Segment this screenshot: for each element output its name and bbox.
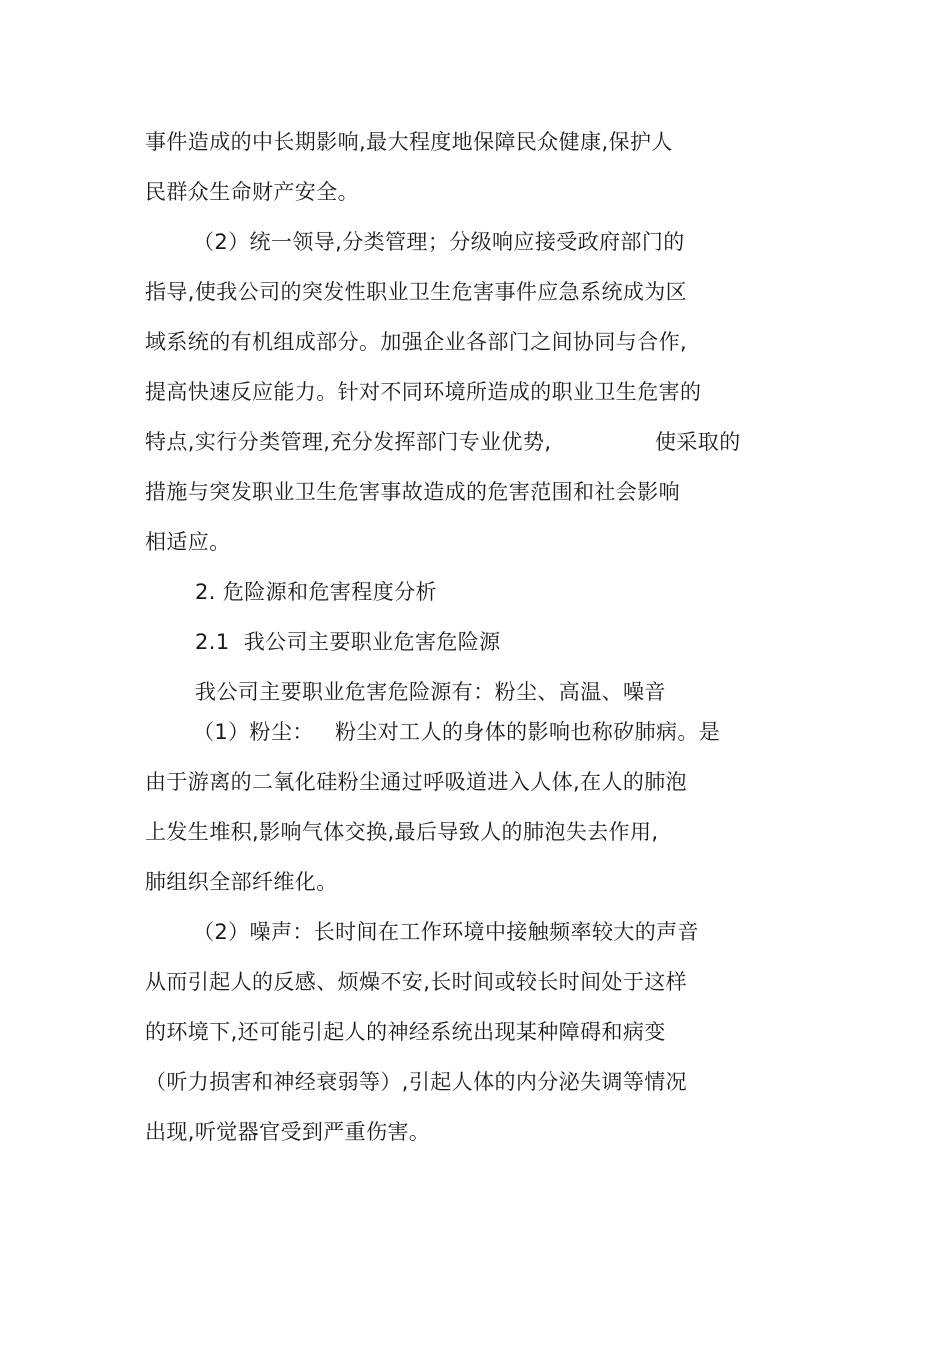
text-line: 相适应。 — [145, 530, 231, 554]
text-line: 事件造成的中长期影响,最大程度地保障民众健康,保护人 — [145, 130, 673, 154]
text-line: （2）统一领导,分类管理；分级响应接受政府部门的 — [193, 230, 685, 254]
text-line: （2）噪声：长时间在工作环境中接触频率较大的声音 — [193, 920, 699, 944]
text-line: 出现,听觉器官受到严重伤害。 — [145, 1120, 431, 1144]
text-line: （听力损害和神经衰弱等）,引起人体的内分泌失调等情况 — [145, 1070, 688, 1094]
text-line: （1）粉尘： 粉尘对工人的身体的影响也称矽肺病。是 — [193, 720, 721, 744]
text-line: 措施与突发职业卫生危害事故造成的危害范围和社会影响 — [145, 480, 680, 504]
text-line: 由于游离的二氧化硅粉尘通过呼吸道进入人体,在人的肺泡 — [145, 770, 688, 794]
text-line: 从而引起人的反感、烦燥不安,长时间或较长时间处于这样 — [145, 970, 688, 994]
text-line: 指导,使我公司的突发性职业卫生危害事件应急系统成为区 — [145, 280, 688, 304]
subsection-heading: 2.1 我公司主要职业危害危险源 — [195, 630, 501, 654]
section-heading: 2. 危险源和危害程度分析 — [195, 580, 437, 604]
text-line: 使采取的 — [655, 430, 741, 454]
text-line: 肺组织全部纤维化。 — [145, 870, 338, 894]
text-line: 我公司主要职业危害危险源有：粉尘、高温、噪音 — [195, 680, 666, 704]
text-line: 上发生堆积,影响气体交换,最后导致人的肺泡失去作用, — [145, 820, 659, 844]
text-line: 特点,实行分类管理,充分发挥部门专业优势, — [145, 430, 552, 454]
text-line: 民群众生命财产安全。 — [145, 180, 359, 204]
text-line: 提高快速反应能力。针对不同环境所造成的职业卫生危害的 — [145, 380, 702, 404]
text-line: 域系统的有机组成部分。加强企业各部门之间协同与合作, — [145, 330, 688, 354]
text-line: 的环境下,还可能引起人的神经系统出现某种障碍和病变 — [145, 1020, 666, 1044]
